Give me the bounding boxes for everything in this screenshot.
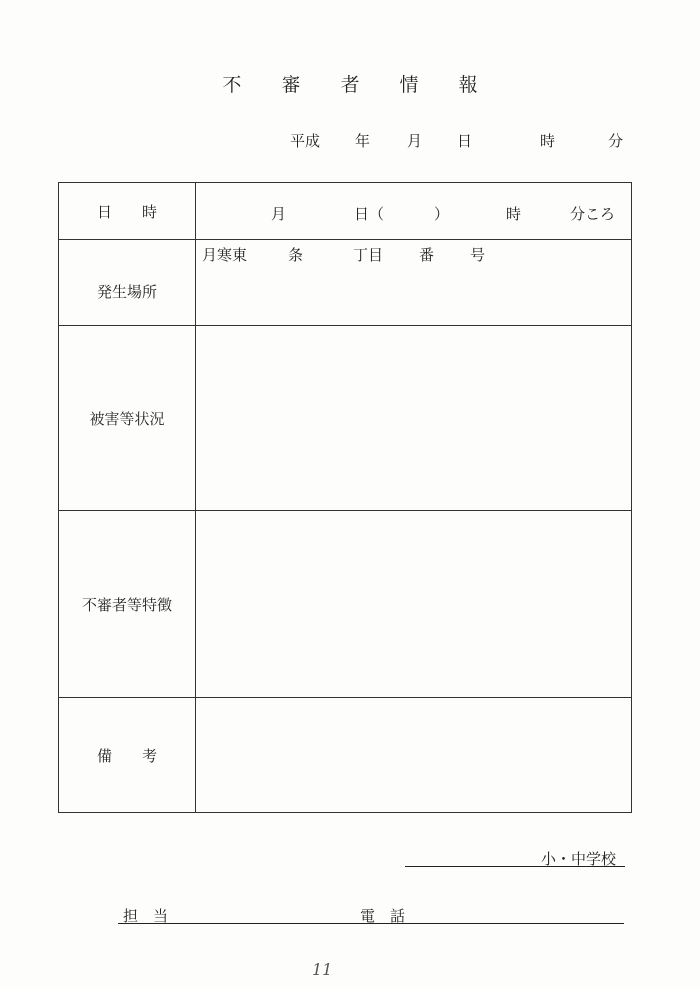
- damage-field[interactable]: [196, 326, 632, 511]
- location-ban: 番: [419, 246, 435, 264]
- location-jo: 条: [288, 246, 304, 264]
- report-form-table: [58, 182, 632, 813]
- contact-underline: [118, 923, 624, 924]
- location-field[interactable]: [196, 240, 632, 326]
- datetime-day-close: ）: [434, 205, 450, 223]
- location-row: [59, 240, 632, 326]
- era-label: 平成: [290, 132, 321, 150]
- person-label: 担 当: [123, 907, 169, 925]
- remarks-row: [59, 698, 632, 813]
- damage-row: [59, 326, 632, 511]
- year-label: 年: [355, 132, 371, 150]
- remarks-field[interactable]: [196, 698, 632, 813]
- location-go: 号: [470, 246, 486, 264]
- suspect-field[interactable]: [196, 511, 632, 698]
- damage-label: 被害等状況: [59, 326, 196, 511]
- datetime-month: 月: [271, 205, 287, 223]
- month-label: 月: [407, 132, 423, 150]
- suspect-row: [59, 511, 632, 698]
- datetime-row: [59, 183, 632, 240]
- minute-label: 分: [608, 132, 624, 150]
- datetime-minute: 分ころ: [570, 205, 616, 223]
- datetime-day-open: 日（: [354, 205, 385, 223]
- day-label: 日: [457, 132, 473, 150]
- datetime-field[interactable]: [196, 183, 632, 240]
- remarks-label: 備 考: [59, 698, 196, 813]
- phone-label: 電 話: [360, 907, 406, 925]
- school-underline: [405, 866, 625, 867]
- datetime-label: 日 時: [59, 183, 196, 240]
- location-label: 発生場所: [59, 240, 196, 326]
- datetime-hour: 時: [506, 205, 522, 223]
- location-chome: 丁目: [353, 246, 384, 264]
- document-title: 不 審 者 情 報: [222, 74, 495, 96]
- hour-label: 時: [540, 132, 556, 150]
- school-label: 小・中学校: [541, 850, 617, 868]
- page-number: 11: [312, 960, 333, 979]
- location-area: 月寒東: [202, 246, 248, 264]
- suspect-label: 不審者等特徴: [59, 511, 196, 698]
